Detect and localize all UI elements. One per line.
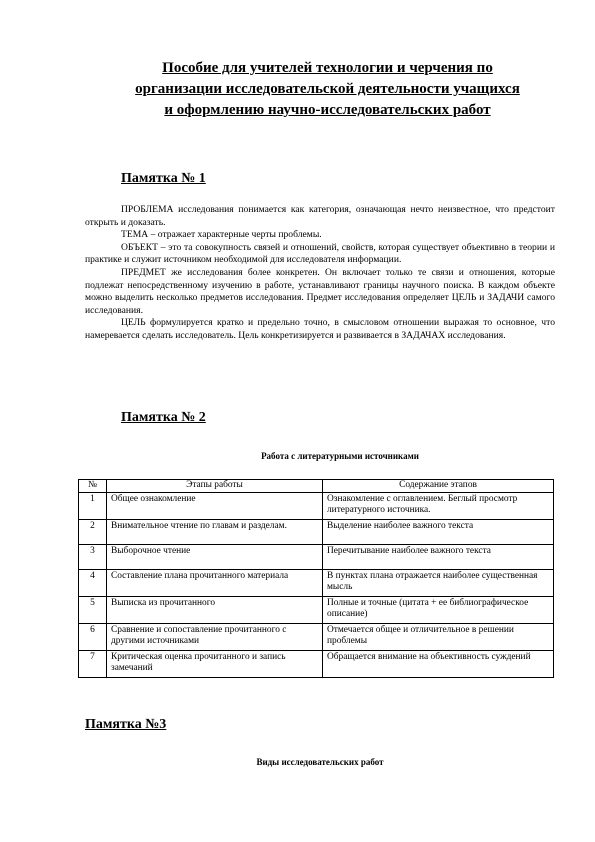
header-content: Содержание этапов	[323, 480, 554, 493]
memo1-heading: Памятка № 1	[121, 171, 206, 186]
row-number: 4	[79, 569, 107, 596]
row-number: 5	[79, 596, 107, 623]
row-number: 2	[79, 519, 107, 544]
header-number: №	[79, 480, 107, 493]
table-row	[79, 650, 554, 677]
row-number: 3	[79, 544, 107, 569]
row-number: 6	[79, 623, 107, 650]
table-row	[79, 569, 554, 596]
paragraph-theme: ТЕМА – отражает характерные черты проблемы.	[121, 229, 322, 241]
paragraph-subject: ПРЕДМЕТ же исследования более конкретен. Он включает только те связи и отношения, которые подлежат непосредственному изучению в работе, устанавливают границы научного поиска. В каждом объекте можно выделить несколько предметов исследования. Предмет исследования определяет ЦЕЛЬ и ЗАДАЧИ самого исследования.	[85, 266, 555, 316]
title-line-2: организации исследовательской деятельности учащихся	[135, 81, 520, 97]
literature-stages-table	[78, 479, 554, 678]
memo1-body	[85, 204, 555, 343]
row-content: Перечитывание наиболее важного текста	[323, 544, 554, 569]
row-content: Ознакомление с оглавлением. Беглый просмотр литературного источника.	[323, 492, 554, 519]
paragraph-object: ОБЪЕКТ – это та совокупность связей и отношений, свойств, которая существует объективно в теории и практике и служит источником необходимой для исследователя информации.	[85, 241, 555, 266]
row-content: В пунктах плана отражается наиболее существенная мысль	[323, 569, 554, 596]
row-content: Полные и точные (цитата + ее библиографическое описание)	[323, 596, 554, 623]
row-stage: Выписка из прочитанного	[107, 596, 323, 623]
row-stage: Сравнение и сопоставление прочитанного с другими источниками	[107, 623, 323, 650]
table-row	[79, 492, 554, 519]
memo2-subheading: Работа с литературными источниками	[261, 451, 419, 461]
row-content: Обращается внимание на объективность суждений	[323, 650, 554, 677]
table-row	[79, 623, 554, 650]
title-line-1: Пособие для учителей технологии и черчения по	[162, 60, 493, 76]
paragraph-problem: ПРОБЛЕМА исследования понимается как категория, означающая нечто неизвестное, что предстоит открыть и доказать.	[85, 204, 555, 228]
table-header-row	[79, 480, 554, 493]
memo2-heading: Памятка № 2	[121, 410, 206, 425]
paragraph-goal: ЦЕЛЬ формулируется кратко и предельно точно, в смысловом отношении выражая то основное, что намеревается сделать исследователь. Цель конкретизируется и развивается в ЗАДАЧАХ исследования.	[85, 317, 555, 341]
row-stage: Критическая оценка прочитанного и запись замечаний	[107, 650, 323, 677]
row-stage: Внимательное чтение по главам и разделам.	[107, 519, 323, 544]
row-stage: Составление плана прочитанного материала	[107, 569, 323, 596]
memo3-subheading: Виды исследовательских работ	[256, 757, 384, 767]
header-stages: Этапы работы	[107, 480, 323, 493]
row-content: Отмечается общее и отличительное в решении проблемы	[323, 623, 554, 650]
title-line-3: и оформлению научно-исследовательских работ	[164, 102, 491, 118]
table-row	[79, 519, 554, 544]
table-row	[79, 544, 554, 569]
document-title	[80, 58, 575, 121]
row-stage: Общее ознакомление	[107, 492, 323, 519]
row-number: 7	[79, 650, 107, 677]
row-stage: Выборочное чтение	[107, 544, 323, 569]
row-content: Выделение наиболее важного текста	[323, 519, 554, 544]
memo3-heading: Памятка №3	[85, 717, 167, 732]
row-number: 1	[79, 492, 107, 519]
table-row	[79, 596, 554, 623]
